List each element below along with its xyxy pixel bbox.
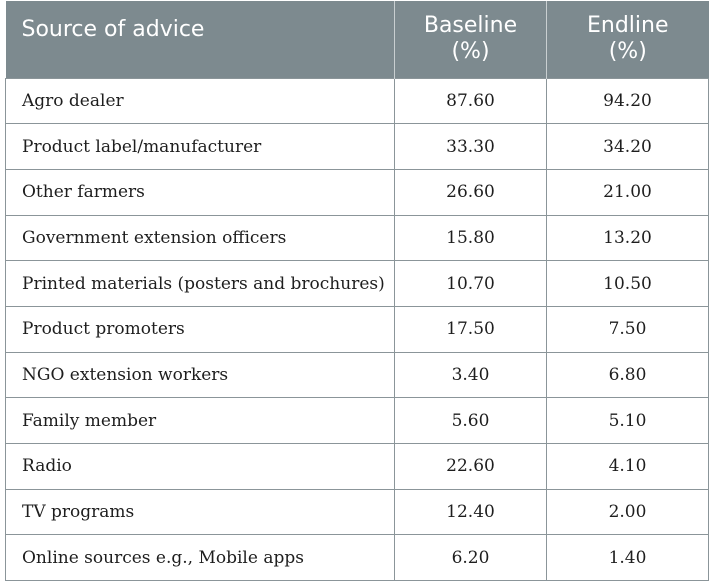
row-endline: 6.80	[547, 352, 709, 398]
table-row	[6, 169, 709, 215]
row-baseline: 10.70	[395, 261, 547, 307]
row-endline: 10.50	[547, 261, 709, 307]
row-endline: 34.20	[547, 124, 709, 170]
header-endline-unit: (%)	[608, 39, 647, 65]
row-endline: 7.50	[547, 306, 709, 352]
header-baseline	[395, 1, 547, 78]
table-row	[6, 78, 709, 124]
row-source: Agro dealer	[6, 78, 395, 124]
header-baseline-unit: (%)	[451, 39, 490, 65]
row-source: Online sources e.g., Mobile apps	[6, 535, 395, 581]
row-endline: 21.00	[547, 169, 709, 215]
advice-sources-table	[5, 1, 709, 581]
row-endline: 4.10	[547, 444, 709, 490]
row-source: NGO extension workers	[6, 352, 395, 398]
row-source: Printed materials (posters and brochures)	[6, 261, 395, 307]
row-baseline: 33.30	[395, 124, 547, 170]
row-source: Product label/manufacturer	[6, 124, 395, 170]
row-baseline: 3.40	[395, 352, 547, 398]
row-source: TV programs	[6, 489, 395, 535]
row-endline: 94.20	[547, 78, 709, 124]
row-source: Product promoters	[6, 306, 395, 352]
table-row	[6, 124, 709, 170]
advice-sources-table-container	[5, 1, 708, 581]
table-row	[6, 398, 709, 444]
row-baseline: 26.60	[395, 169, 547, 215]
row-source: Radio	[6, 444, 395, 490]
row-endline: 2.00	[547, 489, 709, 535]
table-row	[6, 306, 709, 352]
row-endline: 1.40	[547, 535, 709, 581]
table-row	[6, 489, 709, 535]
row-baseline: 6.20	[395, 535, 547, 581]
header-source: Source of advice	[6, 1, 395, 78]
row-baseline: 87.60	[395, 78, 547, 124]
header-row	[6, 1, 709, 78]
table-header	[6, 1, 709, 78]
row-source: Government extension officers	[6, 215, 395, 261]
table-row	[6, 215, 709, 261]
table-row	[6, 444, 709, 490]
header-endline	[547, 1, 709, 78]
row-endline: 13.20	[547, 215, 709, 261]
row-baseline: 15.80	[395, 215, 547, 261]
row-baseline: 17.50	[395, 306, 547, 352]
table-body	[6, 78, 709, 581]
table-row	[6, 261, 709, 307]
row-baseline: 12.40	[395, 489, 547, 535]
header-baseline-label: Baseline	[423, 13, 518, 39]
header-endline-label: Endline	[586, 13, 669, 39]
row-endline: 5.10	[547, 398, 709, 444]
table-row	[6, 352, 709, 398]
row-source: Family member	[6, 398, 395, 444]
row-baseline: 22.60	[395, 444, 547, 490]
row-source: Other farmers	[6, 169, 395, 215]
row-baseline: 5.60	[395, 398, 547, 444]
table-row	[6, 535, 709, 581]
